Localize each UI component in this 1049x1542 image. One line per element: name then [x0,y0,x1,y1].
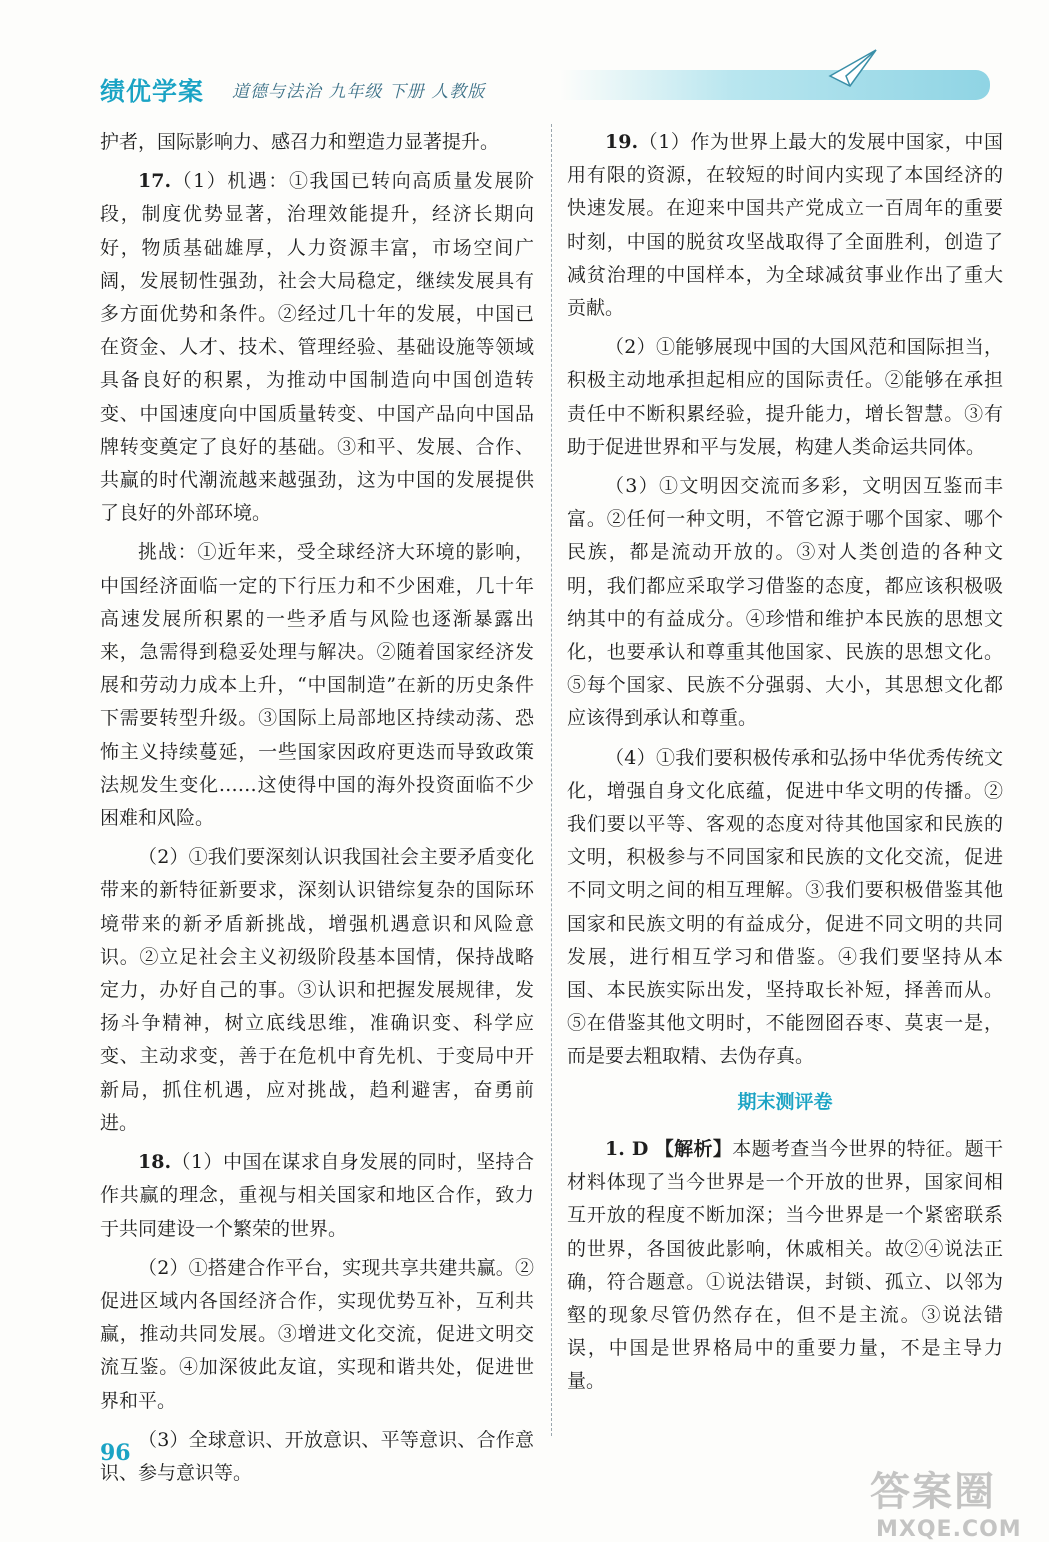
answer-17-part1 [100,165,534,530]
answer-18-part3: （3）全球意识、开放意识、平等意识、合作意识、参与意识等。 [100,1428,534,1484]
answer-17-part1-text: （1）机遇：①我国已转向高质量发展阶段，制度优势显著，治理效能提升，经济长期向好，物质基础雄厚，人力资源丰富，市场空间广阔，发展韧性强劲，社会大局稳定，继续发展具有多方面优势和条件。②经过几十年的发展，中国已在资金、人才、技术、管理经验、基础设施等领域具备良好的积累，为推动中国制造向中国创造转变、中国速度向中国质量转变、中国产品向中国品牌转变奠定了良好的基础。③和平、发展、合作、共赢的时代潮流越来越强劲，这为中国的发展提供了良好的外部环境。 [100,170,534,525]
answer-19-part1 [567,126,1003,325]
section-title: 期末测评卷 [737,1090,833,1113]
answer-19-part3: （3）①文明因交流而多彩，文明因互鉴而丰富。②任何一种文明，不管它源于哪个国家、哪个民族，都是流动开放的。③对人类创造的各种文明，我们都应采取学习借鉴的态度，都应该积极吸纳其中的有益成分。④珍惜和维护本民族的思想文化，也要承认和尊重其他国家、民族的思想文化。⑤每个国家、民族不分强弱、大小，其思想文化都应该得到承认和尊重。 [567,475,1003,730]
answer-18-part1 [100,1146,534,1246]
answer-19-part2: （2）①能够展现中国的大国风范和国际担当，积极主动地承担起相应的国际责任。②能够在承担责任中不断积累经验，提升能力，增长智慧。③有助于促进世界和平与发展，构建人类命运共同体。 [567,336,1003,458]
answer-18-part2: （2）①搭建合作平台，实现共享共建共赢。②促进区域内各国经济合作，实现优势互补，互利共赢，推动共同发展。③增进文化交流，促进文明交流互鉴。④加深彼此友谊，实现和谐共处，促进世界和平。 [100,1256,534,1412]
column-divider [551,124,552,1436]
answer-1-text: 本题考查当今世界的特征。题干材料体现了当今世界是一个开放的世界，国家间相互开放的程度不断加深；当今世界是一个紧密联系的世界，各国彼此影响，休戚相关。故②④说法正确，符合题意。①说法错误，封锁、孤立、以邻为壑的现象尽管仍然存在，但不是主流。③说法错误，中国是世界格局中的重要力量，不是主导力量。 [567,1137,1003,1393]
answer-19-part1-text: （1）作为世界上最大的发展中国家，中国用有限的资源，在较短的时间内实现了本国经济的快速发展。在迎来中国共产党成立一百周年的重要时刻，中国的脱贫攻坚战取得了全面胜利，创造了减贫治理的中国样本，为全球减贫事业作出了重大贡献。 [567,131,1003,320]
watermark-url: MXQE.COM [876,1517,1022,1542]
analysis-tag: 【解析】 [654,1137,733,1160]
header-band [560,70,990,100]
answer-17-challenges: 挑战：①近年来，受全球经济大环境的影响，中国经济面临一定的下行压力和不少困难，几十年高速发展所积累的一些矛盾与风险也逐渐暴露出来，急需得到稳妥处理与解决。②随着国家经济发展和劳动力成本上升，“中国制造”在新的历史条件下需要转型升级。③国际上局部地区持续动荡、恐怖主义持续蔓延，一些国家因政府更迭而导致政策法规发生变化……这使得中国的海外投资面临不少困难和风险。 [100,541,534,830]
question-number-19: 19. [605,131,639,153]
paragraph-continuation: 护者，国际影响力、感召力和塑造力显著提升。 [100,131,500,153]
watermark [870,1460,1022,1542]
watermark-text: 答案圈 [870,1469,996,1515]
book-subtitle: 道德与法治 九年级 下册 人教版 [232,82,486,102]
answer-1-number: 1. D [605,1137,649,1160]
right-column [567,126,1003,1405]
left-column [100,126,534,1496]
answer-17-part2: （2）①我们要深刻认识我国社会主要矛盾变化带来的新特征新要求，深刻认识错综复杂的国际环境带来的新矛盾新挑战，增强机遇意识和风险意识。②立足社会主义初级阶段基本国情，保持战略定力，办好自己的事。③认识和把握发展规律，发扬斗争精神，树立底线思维，准确识变、科学应变、主动求变，善于在危机中育先机、于变局中开新局，抓住机遇，应对挑战，趋利避害，奋勇前进。 [100,846,534,1134]
question-number-18: 18. [138,1151,172,1174]
question-number-17: 17. [138,170,172,193]
page-number: 96 [100,1440,131,1466]
paper-plane-icon [828,46,878,92]
answer-19-part4: （4）①我们要积极传承和弘扬中华优秀传统文化，增强自身文化底蕴，促进中华文明的传播。②我们要以平等、客观的态度对待其他国家和民族的文明，积极参与不同国家和民族的文化交流，促进不同文明之间的相互理解。③我们要积极借鉴其他国家和民族文明的有益成分，促进不同文明的共同发展，进行相互学习和借鉴。④我们要坚持从本国、本民族实际出发，坚持取长补短，择善而从。⑤在借鉴其他文明时，不能囫囵吞枣、莫衷一是，而是要去粗取精、去伪存真。 [567,746,1003,1068]
brand-logo: 绩优学案 [100,77,205,106]
answer-18-part1-text: （1）中国在谋求自身发展的同时，坚持合作共赢的理念，重视与相关国家和地区合作，致力于共同建设一个繁荣的世界。 [100,1151,534,1240]
page-header [0,0,1049,112]
answer-1 [567,1133,1003,1399]
